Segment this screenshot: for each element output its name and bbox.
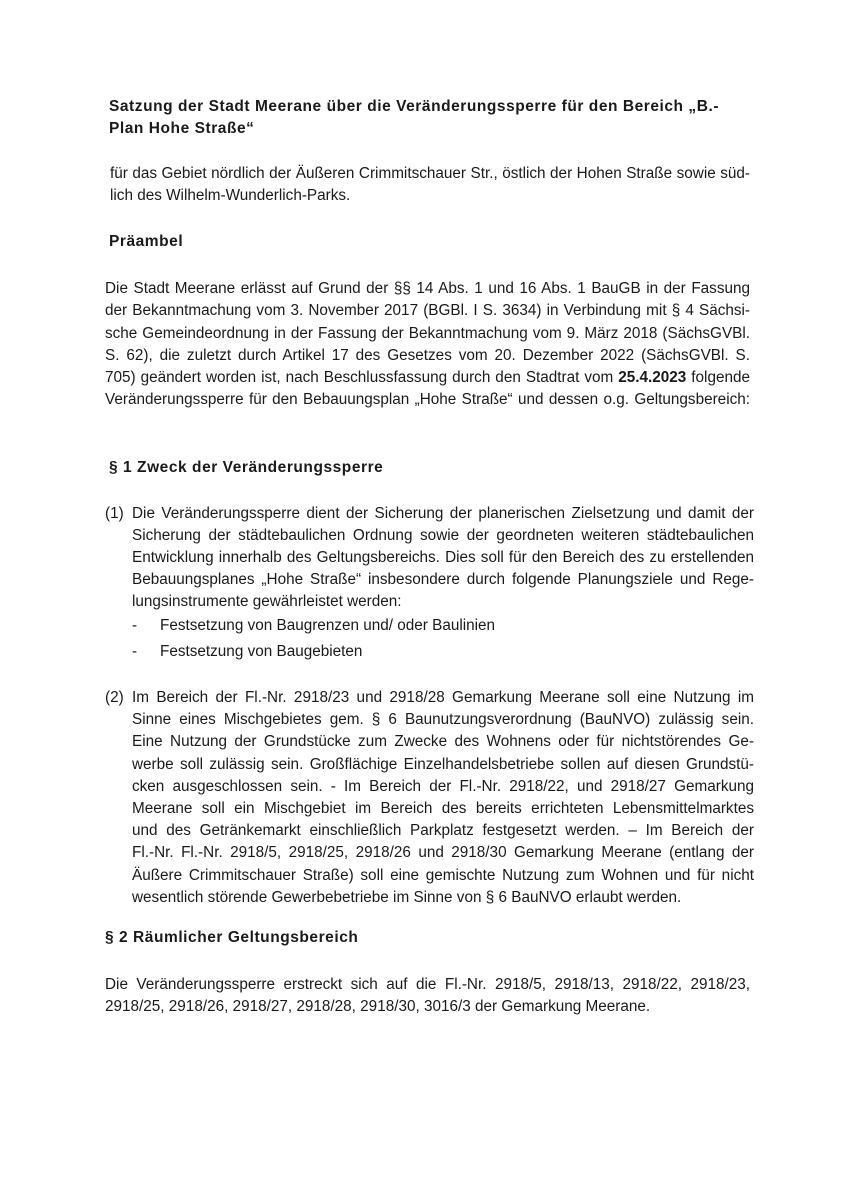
bullet-marker: -: [132, 617, 138, 634]
item2-line: cken ausgeschlossen sein. - Im Bereich der Fl.-Nr. 2918/22, und 2918/27 Gemarkung: [132, 777, 754, 795]
item2-line: Im Bereich der Fl.-Nr. 2918/23 und 2918/28 Gemarkung Meerane soll eine Nutzung im: [132, 689, 754, 706]
item1-line: Bebauungsplanes „Hohe Straße“ insbesondere durch folgende Planungsziele und Rege-: [132, 571, 754, 588]
preamble-paragraph: [105, 278, 750, 412]
preamble-line: S. 62), die zuletzt durch Artikel 17 des Gesetzes vom 20. Dezember 2022 (SächsGVBl. S.: [105, 346, 750, 364]
preamble-line-end: folgende: [686, 369, 750, 387]
item2-line: Sinne eines Mischgebietes gem. § 6 Baunutzungsverordnung (BauNVO) zulässig sein.: [132, 711, 754, 729]
document-subtitle: [110, 163, 750, 208]
preamble-line-with-date: [105, 367, 750, 389]
item-body: [132, 687, 754, 909]
item1-line: lungsinstrumente gewährleistet werden:: [132, 593, 402, 610]
item1-line: Die Veränderungssperre dient der Sicherung der planerischen Zielsetzung und damit der: [132, 505, 754, 522]
bullet-item: Festsetzung von Baugrenzen und/ oder Baulinien: [160, 617, 496, 634]
bullet-marker: -: [132, 643, 138, 660]
document-title: [109, 96, 759, 140]
resolution-date: 25.4.2023: [618, 369, 687, 387]
preamble-line: Veränderungssperre für den Bebauungsplan „Hohe Straße“ und dessen o.g. Geltungsbereich:: [105, 391, 750, 409]
item2-line: Meerane soll ein Mischgebiet im Bereich des bereits errichteten Lebensmittelmarktes: [132, 800, 754, 818]
section2-line: 2918/25, 2918/26, 2918/27, 2918/28, 2918/30, 3016/3 der Gemarkung Meerane.: [105, 998, 651, 1016]
item2-line: werbe soll zulässig sein. Großflächige Einzelhandelsbetriebe sollen auf diesen Grundstü-: [132, 755, 754, 773]
title-line: Satzung der Stadt Meerane über die Veränderungssperre für den Bereich „B.-: [109, 98, 720, 115]
preamble-line: 705) geändert worden ist, nach Beschlussfassung durch den Stadtrat vom: [105, 369, 619, 387]
item2-line: Äußere Crimmitschauer Straße) soll eine gemischte Nutzung zum Wohnen und für nicht: [132, 866, 754, 884]
bullet-item: Festsetzung von Baugebieten: [160, 643, 363, 660]
preamble-line: Die Stadt Meerane erlässt auf Grund der §§ 14 Abs. 1 und 16 Abs. 1 BauGB in der Fassung: [105, 280, 750, 297]
item2-line: und des Getränkemarkt einschließlich Parkplatz festgesetzt werden. – Im Bereich der: [132, 822, 754, 840]
subtitle-line: lich des Wilhelm-Wunderlich-Parks.: [110, 187, 351, 205]
title-line: Plan Hohe Straße“: [109, 120, 255, 137]
item-number: (1): [105, 505, 124, 522]
item-number: (2): [105, 689, 124, 706]
section2-line: Die Veränderungssperre erstreckt sich auf die Fl.-Nr. 2918/5, 2918/13, 2918/22, 2918/23,: [105, 976, 750, 993]
item1-line: Sicherung der städtebaulichen Ordnung sowie der geordneten weiteren städtebaulichen: [132, 527, 754, 544]
preamble-line: sche Gemeindeordnung in der Fassung der Bekanntmachung vom 9. März 2018 (SächsGVBl.: [105, 324, 750, 342]
section2-paragraph: [105, 974, 750, 1019]
preamble-heading: Präambel: [109, 233, 184, 250]
section2-heading: § 2 Räumlicher Geltungsbereich: [105, 929, 359, 946]
subtitle-line: für das Gebiet nördlich der Äußeren Crimmitschauer Str., östlich der Hohen Straße sowie süd-: [110, 165, 750, 182]
item2-line: Fl.-Nr. Fl.-Nr. 2918/5, 2918/25, 2918/26 und 2918/30 Gemarkung Meerane (entlang der: [132, 844, 754, 862]
item2-line: Eine Nutzung der Grundstücke zum Zwecke des Wohnens oder für nichtstörendes Ge-: [132, 733, 754, 751]
item2-line: wesentlich störende Gewerbebetriebe im Sinne von § 6 BauNVO erlaubt werden.: [132, 888, 682, 906]
preamble-line: der Bekanntmachung vom 3. November 2017 (BGBl. I S. 3634) in Verbindung mit § 4 Sächsi-: [105, 302, 750, 320]
section1-heading: § 1 Zweck der Veränderungssperre: [109, 459, 384, 476]
item1-line: Entwicklung innerhalb des Geltungsbereichs. Dies soll für den Bereich des zu erstellenden: [132, 549, 754, 566]
item-body: [132, 503, 754, 613]
